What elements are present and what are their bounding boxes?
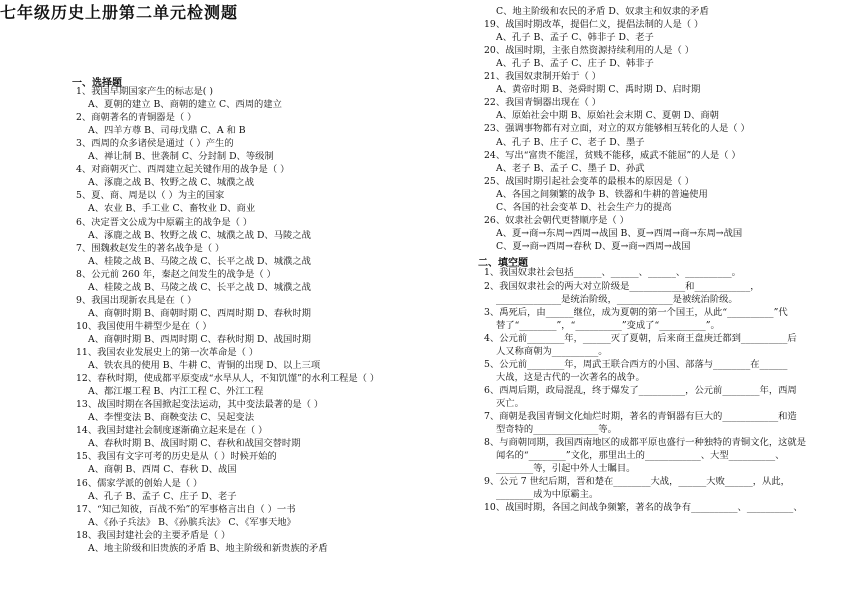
question-text: 闻名的“________”文化，那里出土的____________、大型__________、 bbox=[496, 450, 785, 462]
question-text: 人又称商朝为__________。 bbox=[496, 345, 608, 357]
answer-options: A、商朝 B、西周 C、春秋 D、战国 bbox=[88, 464, 237, 476]
question-text: 22、我国青铜器出现在（ ） bbox=[484, 97, 602, 109]
question-text: 6、西周后期，政局混乱，终于爆发了__________，公元前________年，西周 bbox=[484, 384, 797, 396]
question-text: 型奇特的______________等。 bbox=[496, 424, 617, 436]
answer-options: A、农业 B、手工业 C、畜牧业 D、商业 bbox=[88, 203, 256, 215]
question-text: 23、强调事物都有对立面，对立的双方能够相互转化的人是（ ） bbox=[484, 123, 750, 135]
question-text: 替了“________”，“__________”变成了“__________”。 bbox=[496, 319, 720, 331]
answer-options: A、四羊方尊 B、司母戊鼎 C、A 和 B bbox=[88, 125, 246, 137]
question-text: 13、战国时期在各国掀起变法运动，其中变法最著的是（ ） bbox=[76, 399, 324, 411]
question-text: 1、我国奴隶社会包括______、______、______、__________。 bbox=[484, 267, 741, 279]
answer-options: A、孔子 B、孟子 C、庄子 D、韩非子 bbox=[496, 58, 654, 70]
answer-options: A、李悝变法 B、商鞅变法 C、吴起变法 bbox=[88, 412, 255, 424]
answer-options: A、地主阶级和旧贵族的矛盾 B、地主阶级和新贵族的矛盾 bbox=[88, 542, 328, 554]
question-text: 15、我国有文字可考的历史是从（ ）时候开始的 bbox=[76, 451, 277, 463]
page-title: 七年级历史上册第二单元检测题 bbox=[0, 3, 239, 22]
answer-options: A、禅让制 B、世袭制 C、分封制 D、等级制 bbox=[88, 151, 274, 163]
question-text: 12、春秋时期，使成都平原变成“水旱从人，不知饥馑”的水利工程是（ ） bbox=[76, 373, 380, 385]
question-text: 9、我国出现新农具是在（ ） bbox=[76, 294, 197, 306]
question-text: 14、我国封建社会制度逐渐确立起来是在（ ） bbox=[76, 425, 268, 437]
question-text: 21、我国奴隶制开始于（ ） bbox=[484, 71, 602, 83]
question-text: 2、我国奴隶社会的两大对立阶级是____________和____________， bbox=[484, 280, 760, 292]
question-text: 17、“知己知彼，百战不殆”的军事格言出自（ ）一书 bbox=[76, 503, 296, 515]
question-text: 5、夏、商、周是以（ ）为主的国家 bbox=[76, 190, 225, 202]
question-text: 6、决定晋文公成为中原霸主的战争是（ ） bbox=[76, 216, 253, 228]
answer-options: A、春秋时期 B、战国时期 C、春秋和战国交替时期 bbox=[88, 438, 301, 450]
question-text: 16、儒家学派的创始人是（ ） bbox=[76, 477, 203, 489]
question-text: 7、围魏救赵发生的著名战争是（ ） bbox=[76, 242, 225, 254]
answer-options: A、铁农具的使用 B、牛耕 C、青铜的出现 D、以上三项 bbox=[88, 360, 321, 372]
answer-options: A、老子 B、孟子 C、墨子 D、孙武 bbox=[496, 162, 645, 174]
answer-options: A、夏→商→东周→西周→战国 B、夏→西周→商→东周→战国 bbox=[496, 227, 743, 239]
question-text: 24、写出“富贵不能淫，贫贱不能移，威武不能屈”的人是（ ） bbox=[484, 149, 741, 161]
answer-options: A、各国之间频繁的战争 B、铁器和牛耕的普遍使用 bbox=[496, 188, 708, 200]
answer-options: A、商朝时期 B、商朝时期 C、西周时期 D、春秋时期 bbox=[88, 307, 311, 319]
question-text: 4、对商朝灭亡、西周建立起关键作用的战争是（ ） bbox=[76, 164, 290, 176]
answer-options: A、孔子 B、孟子 C、庄子 D、老子 bbox=[88, 490, 237, 502]
question-text: 26、奴隶社会朝代更替顺序是（ ） bbox=[484, 214, 629, 226]
answer-options: A、《孙子兵法》 B、《孙膑兵法》 C、《军事天地》 bbox=[88, 516, 296, 528]
answer-options: C、夏→商→西周→春秋 D、夏→商→西周→战国 bbox=[496, 240, 691, 252]
question-text: 10、我国使用牛耕型少是在（ ） bbox=[76, 320, 212, 332]
question-text: 1、我国早期国家产生的标志是( ) bbox=[76, 86, 213, 97]
answer-options: A、黄帝时期 B、尧舜时期 C、禹时期 D、启时期 bbox=[496, 84, 701, 96]
question-text: ________成为中原霸主。 bbox=[496, 489, 599, 501]
answer-options: A、桂陵之战 B、马陵之战 C、长平之战 D、城濮之战 bbox=[88, 255, 311, 267]
question-text: 8、公元前 260 年，秦赵之间发生的战争是（ ） bbox=[76, 268, 276, 280]
answer-options: A、都江堰工程 B、内江工程 C、外江工程 bbox=[88, 386, 264, 398]
question-text: 10、战国时期，各国之间战争频繁，著名的战争有__________、__________、 bbox=[484, 502, 803, 514]
answer-options: A、原始社会中期 B、原始社会末期 C、夏朝 D、商朝 bbox=[496, 110, 719, 122]
answer-options: A、桂陵之战 B、马陵之战 C、长平之战 D、城濮之战 bbox=[88, 281, 311, 293]
question-text: 7、商朝是我国青铜文化灿烂时期，著名的青铜器有巨大的____________和造 bbox=[484, 411, 797, 422]
section-heading-fill: 二、填空题 bbox=[478, 257, 528, 269]
question-text: 25、战国时期引起社会变革的最根本的原因是（ ） bbox=[484, 175, 695, 187]
answer-options: A、商朝时期 B、西周时期 C、春秋时期 D、战国时期 bbox=[88, 333, 311, 345]
question-text: 5、公元前________年，周武王联合西方的小国、部落与________在______ bbox=[484, 358, 788, 370]
answer-options: C、地主阶级和农民的矛盾 D、奴隶主和奴隶的矛盾 bbox=[496, 6, 709, 17]
answer-options: C、各国的社会变革 D、社会生产力的提高 bbox=[496, 201, 672, 213]
question-text: 9、公元 7 世纪后期，晋和楚在________大战，______大败______，从此， bbox=[484, 476, 790, 488]
question-text: 11、我国农业发展史上的第一次革命是（ ） bbox=[76, 347, 259, 358]
question-text: ________等，引起中外人士瞩目。 bbox=[496, 463, 636, 475]
answer-options: A、孔子 B、庄子 C、老子 D、墨子 bbox=[496, 136, 645, 148]
question-text: 19、战国时期改革，提倡仁义，提倡法制的人是（ ） bbox=[484, 19, 704, 31]
question-text: 8、与商朝同期，我国西南地区的成都平原也盛行一种独特的青铜文化，这就是 bbox=[484, 437, 807, 449]
question-text: 3、禹死后，由______继位，成为夏朝的第一个国王，从此“__________”代 bbox=[484, 306, 788, 318]
question-text: 大战，这是古代的一次著名的战争。 bbox=[496, 371, 645, 383]
question-text: 2、商朝著名的青铜器是（ ） bbox=[76, 112, 197, 124]
answer-options: A、孔子 B、孟子 C、韩非子 D、老子 bbox=[496, 32, 654, 44]
question-text: 20、战国时期，主张自然资源持续利用的人是（ ） bbox=[484, 45, 695, 57]
answer-options: A、夏朝的建立 B、商朝的建立 C、西周的建立 bbox=[88, 99, 282, 111]
section-heading-choice: 一、选择题 bbox=[72, 78, 122, 89]
question-text: ______________是统治阶级，____________是被统治阶级。 bbox=[496, 293, 738, 305]
question-text: 18、我国封建社会的主要矛盾是（ ） bbox=[76, 529, 231, 541]
answer-options: A、涿鹿之战 B、牧野之战 C、城濮之战 bbox=[88, 177, 255, 189]
question-text: 4、公元前________年，______灭了夏朝，后来商王盘庚迁都到__________后 bbox=[484, 332, 797, 344]
answer-options: A、涿鹿之战 B、牧野之战 C、城濮之战 D、马陵之战 bbox=[88, 229, 311, 241]
question-text: 3、西周的众多诸侯是通过（ ）产生的 bbox=[76, 138, 234, 150]
question-text: 灭亡。 bbox=[496, 397, 524, 409]
